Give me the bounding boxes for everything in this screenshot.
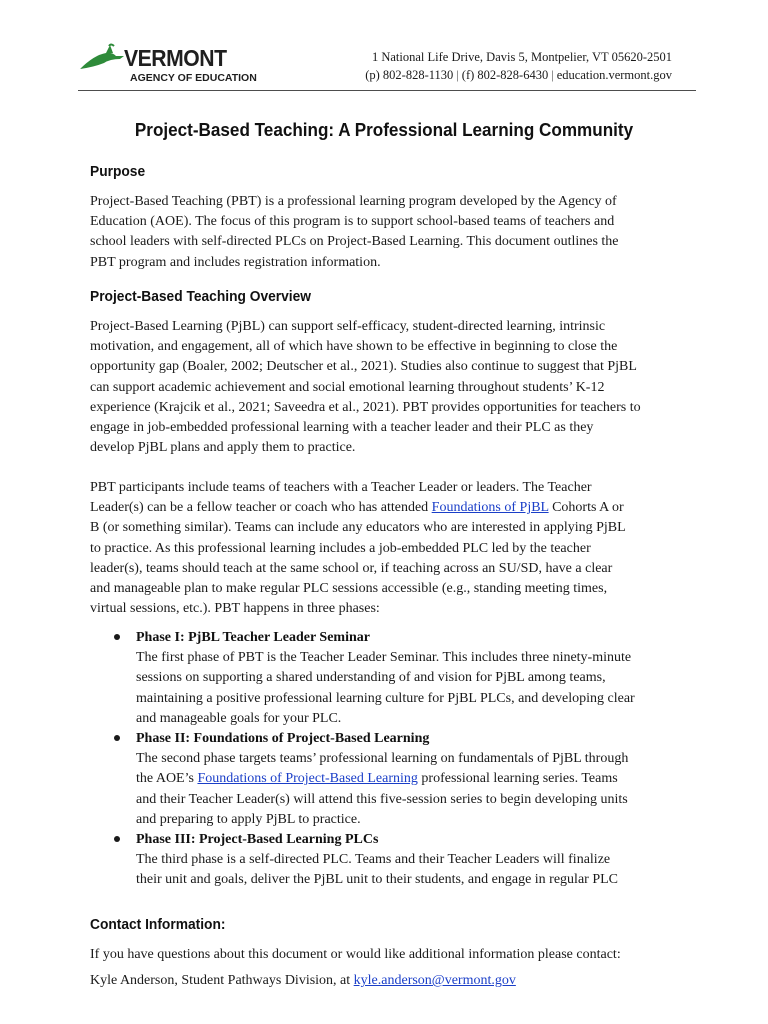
contact-header — [365, 48, 672, 84]
text-line: experience (Krajcik et al., 2021; Saveedra et al., 2021). PBT provides opportunities for teachers to — [90, 399, 641, 415]
address-line: 1 National Life Drive, Davis 5, Montpelier, VT 05620-2501 — [371, 50, 672, 64]
text-line: leader(s), teams should teach at the same school or, if teaching across an SU/SD, have a clear — [90, 560, 613, 576]
phases-list — [90, 628, 690, 891]
purpose-heading: Purpose — [90, 164, 146, 180]
list-item — [90, 628, 690, 729]
overview-paragraph-1 — [90, 317, 690, 458]
text-line: PBT program and includes registration information. — [90, 254, 381, 270]
phone-line: (p) 802-828-1130 | (f) 802-828-6430 | education.vermont.gov — [365, 68, 672, 82]
text-line: school leaders with self-directed PLCs on Project-Based Learning. This document outlines the — [90, 234, 619, 250]
text-line: B (or something similar). Teams can include any educators who are interested in applying PjBL — [90, 520, 626, 536]
text-line: The first phase of PBT is the Teacher Leader Seminar. This includes three ninety-minute — [136, 650, 632, 666]
text-line: sessions on supporting a shared understanding of and vision for PjBL among teams, — [136, 670, 606, 686]
foundations-pjbl-link[interactable]: Foundations of PjBL — [431, 500, 549, 516]
bullet-icon — [114, 836, 120, 842]
text-line: and their Teacher Leader(s) will attend this five-session series to begin developing units — [136, 791, 628, 807]
text-line: engage in job-embedded professional learning with a teacher leader and their PLC as they — [90, 420, 594, 436]
text-line: maintaining a positive professional learning culture for PjBL PLCs, and developing clear — [136, 690, 635, 706]
text-line: to practice. As this professional learning includes a job-embedded PLC led by the teacher — [90, 540, 591, 556]
text-line: Project-Based Learning (PjBL) can support self-efficacy, student-directed learning, intrinsic — [90, 319, 606, 334]
overview-heading: Project-Based Teaching Overview — [90, 289, 311, 305]
agency-logo — [80, 43, 257, 85]
phase-title: Phase I: PjBL Teacher Leader Seminar — [136, 630, 370, 645]
logo-wordmark: VERMONT — [124, 45, 227, 71]
text-line: and manageable goals for your PLC. — [136, 710, 342, 726]
text-line: If you have questions about this document or would like additional information please contact: — [90, 947, 621, 962]
phase-title: Phase III: Project-Based Learning PLCs — [136, 832, 379, 848]
list-item — [90, 830, 690, 891]
website-link[interactable]: education.vermont.gov — [556, 68, 672, 82]
email-link[interactable]: kyle.anderson@vermont.gov — [353, 973, 516, 989]
contact-paragraph — [90, 945, 690, 991]
text-line: the AOE’s Foundations of Project-Based Learning professional learning series. Teams — [136, 771, 618, 787]
header-divider — [78, 90, 696, 91]
text-line: can support academic achievement and social emotional learning throughout students’ K-12 — [90, 379, 605, 395]
text-line: Kyle Anderson, Student Pathways Division, at kyle.anderson@vermont.gov — [90, 973, 516, 989]
mountain-logo-icon — [80, 43, 130, 71]
bullet-icon — [114, 634, 120, 640]
text-line: The third phase is a self-directed PLC. Teams and their Teacher Leaders will finalize — [136, 852, 611, 868]
text-line: virtual sessions, etc.). PBT happens in three phases: — [90, 601, 380, 617]
text-line: PBT participants include teams of teachers with a Teacher Leader or leaders. The Teacher — [90, 480, 592, 495]
text-line: develop PjBL plans and apply them to practice. — [90, 440, 356, 456]
text-line: The second phase targets teams’ professional learning on fundamentals of PjBL through — [136, 751, 629, 767]
text-line: Leader(s) can be a fellow teacher or coach who has attended Foundations of PjBL Cohorts A or — [90, 500, 624, 516]
text-line: Project-Based Teaching (PBT) is a professional learning program developed by the Agency of — [90, 194, 617, 209]
bullet-icon — [114, 735, 120, 741]
document-title: Project-Based Teaching: A Professional Learning Community — [134, 120, 634, 140]
fax-number: (f) 802-828-6430 — [461, 68, 549, 82]
foundations-pbl-link[interactable]: Foundations of Project-Based Learning — [197, 771, 418, 787]
text-line: and manageable plan to make regular PLC sessions accessible (e.g., standing meeting times, — [90, 581, 608, 597]
list-item — [90, 729, 690, 830]
text-line: opportunity gap (Boaler, 2002; Deutscher et al., 2021). Studies also continue to suggest that PjBL — [90, 359, 637, 375]
logo-subtitle: AGENCY OF EDUCATION — [130, 72, 257, 84]
phase-title: Phase II: Foundations of Project-Based Learning — [136, 731, 430, 747]
phone-number: (p) 802-828-1130 — [365, 68, 454, 82]
overview-paragraph-2 — [90, 478, 690, 619]
text-line: their unit and goals, deliver the PjBL unit to their students, and engage in regular PLC — [136, 872, 618, 888]
contact-heading: Contact Information: — [90, 917, 226, 933]
text-line: and preparing to apply PjBL to practice. — [136, 811, 361, 827]
text-line: Education (AOE). The focus of this program is to support school-based teams of teachers and — [90, 214, 615, 230]
purpose-paragraph — [90, 192, 690, 273]
text-line: motivation, and engagement, all of which have shown to be effective in beginning to close the — [90, 339, 618, 355]
